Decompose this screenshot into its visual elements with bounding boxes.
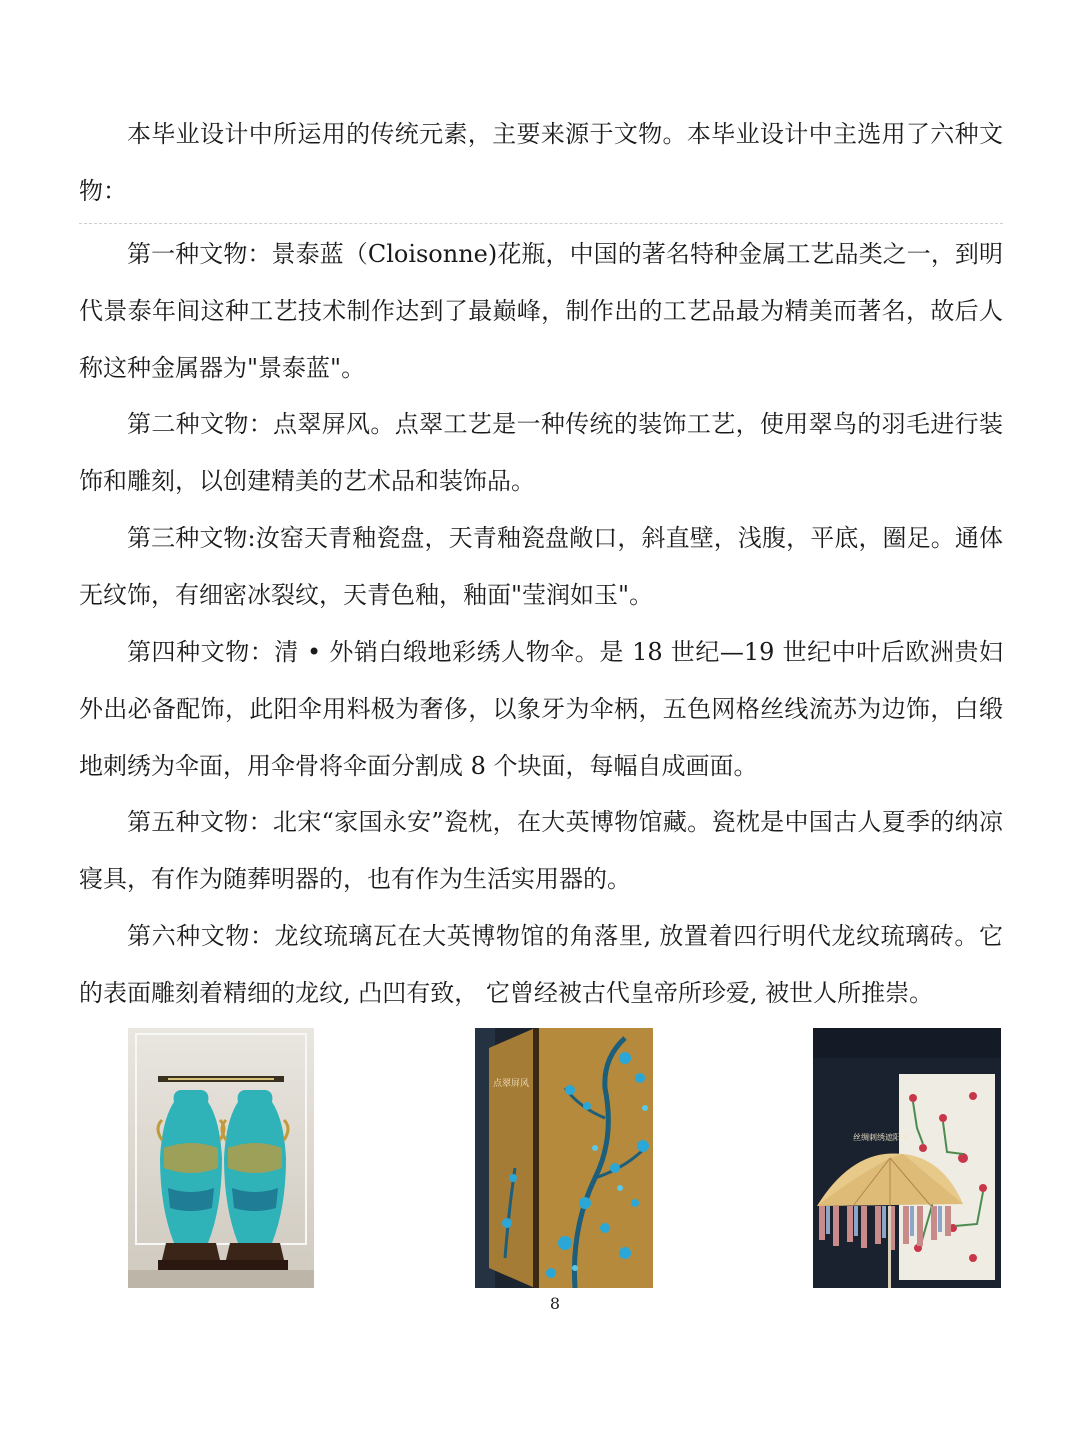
parasol-label: 丝绸刺绣遮阳伞: [853, 1133, 909, 1142]
cloisonne-vases-photo: [128, 1028, 314, 1288]
embroidered-parasol-photo: [813, 1028, 1001, 1288]
dashed-divider: [79, 223, 1003, 224]
artifact-4-paragraph: 第四种文物：清 • 外销白缎地彩绣人物伞。是 18 世纪—19 世纪中叶后欧洲贵妇外出必备配饰，此阳伞用料极为奢侈，以象牙为伞柄，五色网格丝线流苏为边饰，白缎地刺绣为伞面，用伞骨将伞面分割成 8 个块面，每幅自成画面。: [79, 638, 1003, 780]
artifact-2-paragraph: 第二种文物：点翠屏风。点翠工艺是一种传统的装饰工艺，使用翠鸟的羽毛进行装饰和雕刻，以创建精美的艺术品和装饰品。: [79, 410, 1003, 495]
artifact-6-paragraph: 第六种文物：龙纹琉璃瓦在大英博物馆的角落里, 放置着四行明代龙纹琉璃砖。它的表面雕刻着精细的龙纹, 凸凹有致， 它曾经被古代皇帝所珍爱, 被世人所推崇。: [79, 922, 1003, 1007]
intro-paragraph: 本毕业设计中所运用的传统元素，主要来源于文物。本毕业设计中主选用了六种文物：: [79, 120, 1003, 205]
artifact-1-paragraph: 第一种文物：景泰蓝（Cloisonne)花瓶，中国的著名特种金属工艺品类之一，到明代景泰年间这种工艺技术制作达到了最巅峰，制作出的工艺品最为精美而著名，故后人称这种金属器为"景泰蓝"。: [79, 240, 1003, 382]
page-number: 8: [549, 1294, 561, 1313]
kingfisher-screen-photo: [475, 1028, 653, 1288]
screen-label: 点翠屏风: [493, 1079, 530, 1089]
artifact-5-paragraph: 第五种文物：北宋“家国永安”瓷枕，在大英博物馆藏。瓷枕是中国古人夏季的纳凉寝具，有作为随葬明器的，也有作为生活实用器的。: [79, 808, 1003, 893]
artifact-3-paragraph: 第三种文物:汝窑天青釉瓷盘，天青釉瓷盘敞口，斜直壁，浅腹，平底，圈足。通体无纹饰，有细密冰裂纹，天青色釉，釉面"莹润如玉"。: [79, 524, 1003, 609]
